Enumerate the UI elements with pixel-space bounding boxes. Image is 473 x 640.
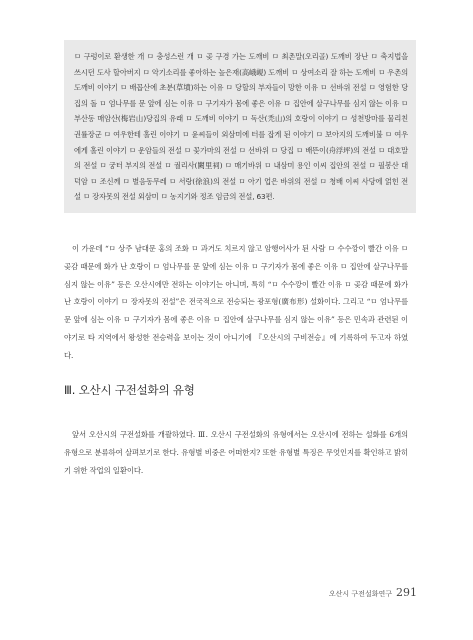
section-heading: Ⅲ. 오산시 구전설화의 유형 [64,383,195,397]
body-paragraph-1: 이 가운데 “ㅁ 상주 남대문 홍의 조화 ㅁ 과거도 치르지 않고 암행어사가 된 사람 ㅁ 수수깡이 빨간 이유 ㅁ 곶감 때문에 화가 난 호랑이 ㅁ 엄나무를 문 앞에 심는 이유 ㅁ 구기자가 몸에 좋은 이유 ㅁ 집안에 살구나무를 심지 않는 이유” 등은 오산시에만 전하는 이야기는 아니며, 특히 “ㅁ 수수깡이 빨간 이유 ㅁ 곶감 때문에 화가 난 호랑이 이야기 ㅁ 장자못의 전설”은 전국적으로 전승되는 광포형(廣布形) 설화이다. 그리고 “ㅁ 엄나무를 문 앞에 심는 이유 ㅁ 구기자가 몸에 좋은 이유 ㅁ 집안에 살구나무를 심지 않는 이유” 등은 민속과 관련된 이야기로 타 지역에서 왕성한 전승력을 보이는 것이 아니기에 『오산시의 구비전승』에 기록하여 두고자 하였다. [64,244,408,360]
body-paragraph-2: 앞서 오산시의 구전설화를 개괄하였다. Ⅲ. 오산시 구전설화의 유형에서는 오산시에 전하는 설화를 6개의 유형으로 분류하여 살펴보기로 한다. 유형별 비중은 어떠한지? 또한 유형별 특징은 무엇인지를 확인하고 밝히기 위한 작업의 일환이다. [64,430,408,475]
story-list-text: ㅁ 구렁이로 환생한 개 ㅁ 충성스런 개 ㅁ 곶 구경 가는 도깨비 ㅁ 최촌말(오리골) 도깨비 장난 ㅁ 축지법을 쓰시던 도사 할아버지 ㅁ 악기소리를 좋아하는 높은재(高峨峴) 도깨비 ㅁ 상여소리 잘 하는 도깨비 ㅁ 우촌의 도깨비 이야기 ㅁ 배꼽산에 초분(草墳)하는 이유 ㅁ 당할의 부자들이 망한 이유 ㅁ 선바위 전설 ㅁ 영험한 당집의 돌 ㅁ 엄나무를 문 앞에 심는 이유 ㅁ 구기자가 몸에 좋은 이유 ㅁ 집안에 살구나무를 심지 않는 이유 ㅁ 부산동 매암산(梅岩山)당집의 유래 ㅁ 도깨비 이야기 ㅁ 독산(禿山)의 호랑이 이야기 ㅁ 성천방마를 물리친 권률장군 ㅁ 여우한테 홀린 이야기 ㅁ 윤씨들이 외삼미에 터를 잡게 된 이야기 ㅁ 보아지의 도깨비불 ㅁ 여우에게 홀린 이야기 ㅁ 운암들의 전설 ㅁ 꽃가마의 전설 ㅁ 선바위 ㅁ 당집 ㅁ 배뜬이(舟浮坪)의 전설 ㅁ 대호말의 전설 ㅁ 궁터 부지의 전설 ㅁ 궐리사(闕里祠) ㅁ 매기바위 ㅁ 내삼미 용인 이씨 집안의 전설 ㅁ 필봉산 대덕암 ㅁ 조신께 ㅁ 별음동무레 ㅁ 서랑(徐浪)의 전설 ㅁ 아기 업은 바위의 전설 ㅁ 청배 이씨 사당에 얽힌 전설 ㅁ 장자못의 전설 외삼미 ㅁ 농지기와 정조 임금의 전설, 63편. [74,52,408,202]
running-title: 오산시 구전설화연구 [328,590,392,598]
story-list-box [64,40,416,213]
page-number: 291 [396,586,417,599]
page-footer [329,586,417,599]
